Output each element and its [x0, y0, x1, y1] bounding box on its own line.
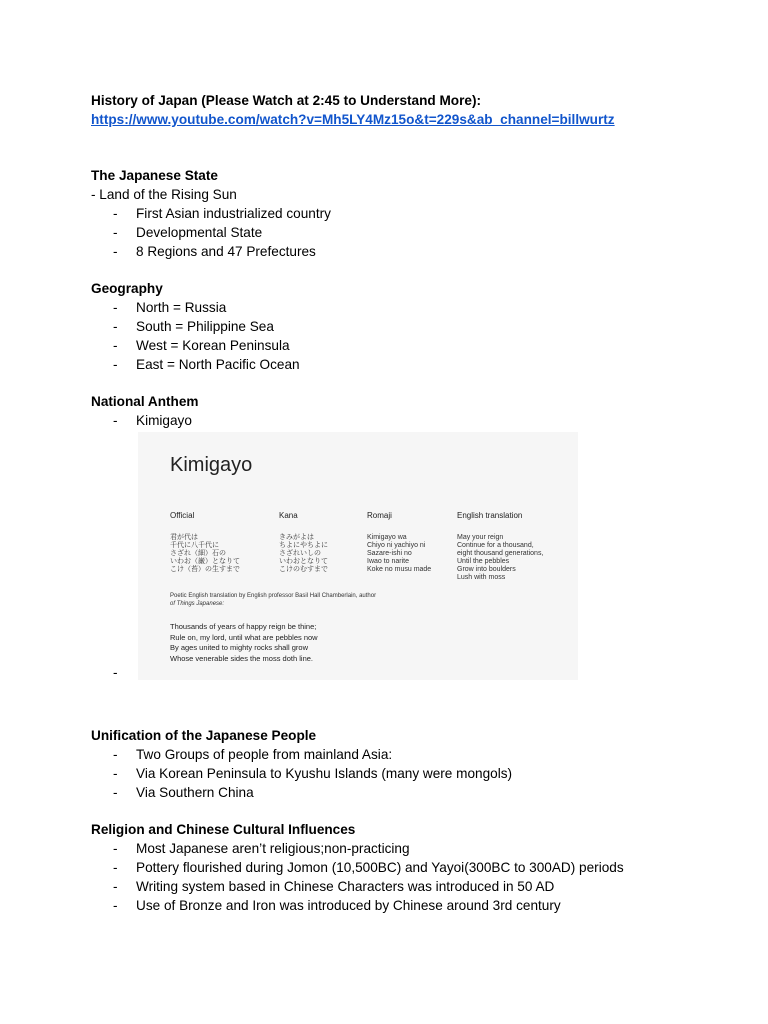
youtube-link[interactable]: https://www.youtube.com/watch?v=Mh5LY4Mz15o&t=229s&ab_channel=billwurtz [91, 112, 615, 127]
section-heading-religion: Religion and Chinese Cultural Influences [91, 822, 356, 837]
list-item: - First Asian industrialized country [113, 206, 331, 221]
kimigayo-image-title: Kimigayo [170, 454, 253, 476]
section-heading-unification: Unification of the Japanese People [91, 728, 317, 743]
anthem-list [91, 411, 731, 430]
section-heading-state: The Japanese State [91, 168, 218, 183]
list-item: - North = Russia [113, 300, 227, 315]
kimigayo-column-official: Official 君が代は 千代に八千代に さざれ（細）石の いわお（巌）となりて こけ（苔）の生すまで [170, 511, 240, 573]
list-item: - Developmental State [113, 225, 263, 240]
kimigayo-column-english: English translation May your reign Continue for a thousand, eight thousand generations, Until the pebbles Grow into boulders Lush with moss [457, 511, 544, 581]
kimigayo-image-block [91, 430, 731, 682]
geography-list [91, 298, 731, 374]
list-item: - Via Korean Peninsula to Kyushu Islands (many were mongols) [113, 766, 513, 781]
list-item: - Kimigayo [113, 413, 192, 428]
list-item: - 8 Regions and 47 Prefectures [113, 244, 316, 259]
list-item: - Writing system based in Chinese Characters was introduced in 50 AD [113, 879, 555, 894]
list-item: - West = Korean Peninsula [113, 338, 290, 353]
kimigayo-poetic-translation: Thousands of years of happy reign be thine; Rule on, my lord, until what are pebbles now By ages united to mighty rocks shall grow Whose venerable sides the moss doth line. [170, 622, 318, 663]
empty-list-bullet: - [113, 665, 118, 680]
kimigayo-poetic-note: Poetic English translation by English professor Basil Hall Chamberlain, author of Things Japanese: [170, 593, 377, 607]
list-item: - South = Philippine Sea [113, 319, 274, 334]
kimigayo-image [138, 432, 578, 680]
religion-list [91, 839, 731, 915]
list-item: - Most Japanese aren’t religious;non-practicing [113, 841, 410, 856]
section-heading-anthem: National Anthem [91, 394, 199, 409]
kimigayo-column-kana: Kana きみがよは ちよにやちよに さざれいしの いわおとなりて こけのむすまで [279, 511, 328, 573]
list-item: - Via Southern China [113, 785, 254, 800]
unification-list [91, 745, 731, 802]
section-heading-geography: Geography [91, 281, 163, 296]
list-item: - East = North Pacific Ocean [113, 357, 300, 372]
state-intro: - Land of the Rising Sun [91, 187, 237, 202]
list-item: - Pottery flourished during Jomon (10,500BC) and Yayoi(300BC to 300AD) periods [113, 860, 624, 875]
document-page [91, 91, 731, 915]
state-list [91, 204, 731, 261]
document-title: History of Japan (Please Watch at 2:45 to Understand More): [91, 93, 482, 108]
list-item: - Two Groups of people from mainland Asia: [113, 747, 393, 762]
list-item: - Use of Bronze and Iron was introduced by Chinese around 3rd century [113, 898, 561, 913]
kimigayo-column-romaji: Romaji Kimigayo wa Chiyo ni yachiyo ni Sazare-ishi no Iwao to narite Koke no musu made [367, 511, 432, 573]
